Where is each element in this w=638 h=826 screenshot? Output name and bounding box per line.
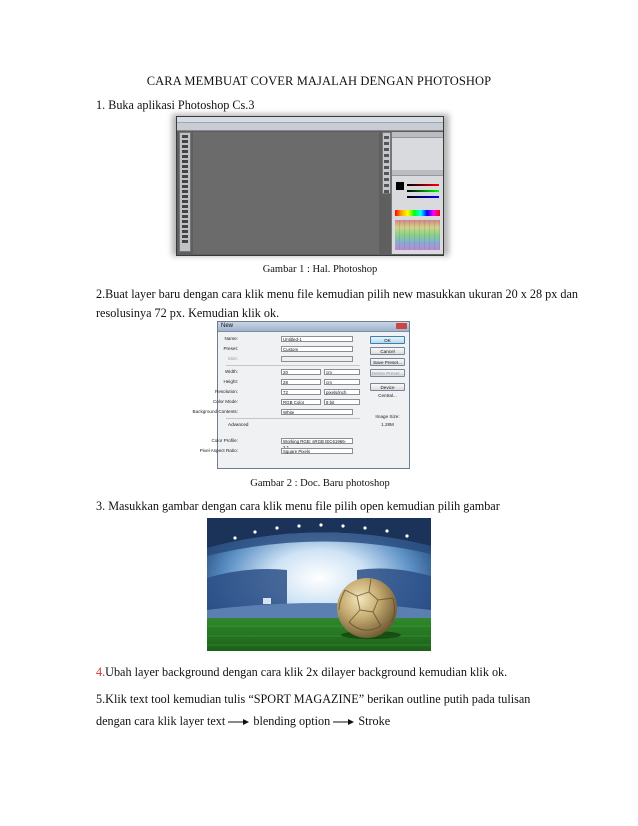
ok-button: OK — [370, 336, 405, 344]
figure-1-photoshop-screenshot — [176, 116, 444, 256]
arrow-right-icon — [228, 718, 250, 726]
step-1-text: 1. Buka aplikasi Photoshop Cs.3 — [96, 98, 255, 112]
field-resolution: Resolution: 72 pixels/inch — [218, 388, 368, 396]
step-5-part-a: dengan cara klik layer text — [96, 714, 226, 728]
field-name: Name: Untitled-1 — [218, 335, 368, 343]
step-5-line-2 — [96, 714, 390, 729]
figure-2-caption: Gambar 2 : Doc. Baru photoshop — [250, 478, 390, 489]
step-5-part-b: blending option — [253, 714, 331, 728]
arrow-right-icon — [333, 718, 355, 726]
save-preset-button: Save Preset... — [370, 358, 405, 366]
field-pixel-aspect-ratio: Pixel Aspect Ratio: Square Pixels — [218, 447, 368, 455]
step-5-part-c: Stroke — [358, 714, 391, 728]
dialog-titlebar — [218, 322, 409, 332]
field-size: Size: — [218, 355, 368, 363]
field-color-profile: Color Profile: Working RGB: sRGB IEC61966- — [218, 437, 368, 445]
stadium-football-image — [207, 518, 431, 651]
ps-toolbox — [179, 132, 191, 252]
step-4-body: Ubah layer background dengan cara klik 2x dilayer background kemudian klik ok. — [105, 665, 508, 679]
advanced-toggle: Advanced — [228, 422, 249, 427]
step-4-number: 4. — [96, 665, 106, 679]
delete-preset-button: Delete Preset... — [371, 371, 404, 376]
step-2-line-2: resolusinya 72 px. Kemudian klik ok. — [96, 306, 280, 320]
color-swatch — [396, 182, 404, 190]
image-size-label: Image Size: — [375, 414, 400, 419]
ps-workspace — [193, 132, 379, 254]
figure-2-new-dialog — [192, 321, 410, 469]
dialog-title: New — [221, 323, 234, 329]
device-central-button: Device Central... — [370, 383, 405, 391]
image-size-value: 1.28M — [381, 422, 394, 427]
field-width: Width: 20 cm — [218, 368, 368, 376]
step-2-line-1: 2.Buat layer baru dengan cara klik menu file kemudian pilih new masukkan ukuran 20 x 28 px dan — [96, 287, 578, 301]
close-icon — [396, 323, 407, 329]
figure-1-caption: Gambar 1 : Hal. Photoshop — [262, 264, 378, 275]
ps-panel-dock — [382, 132, 391, 194]
figure-3-stadium-image — [207, 518, 431, 651]
field-background-contents: Background Contents: White — [218, 408, 368, 416]
ps-options-bar — [177, 123, 443, 131]
step-3-text: 3. Masukkan gambar dengan cara klik menu file pilih open kemudian pilih gambar — [96, 499, 500, 513]
cancel-button: Cancel — [370, 347, 405, 355]
field-height: Height: 28 cm — [218, 378, 368, 386]
step-5-line-1: 5.Klik text tool kemudian tulis “SPORT MAGAZINE” berikan outline putih pada tulisan — [96, 692, 531, 706]
page-title: CARA MEMBUAT COVER MAJALAH DENGAN PHOTOSHOP — [146, 74, 492, 88]
field-color-mode: Color Mode: RGB Color 8 bit — [218, 398, 368, 406]
field-preset: Preset: Custom — [218, 345, 368, 353]
color-spectrum — [395, 210, 440, 216]
step-4-text — [96, 665, 507, 680]
swatches-panel — [395, 220, 440, 250]
ps-panels — [391, 132, 443, 254]
